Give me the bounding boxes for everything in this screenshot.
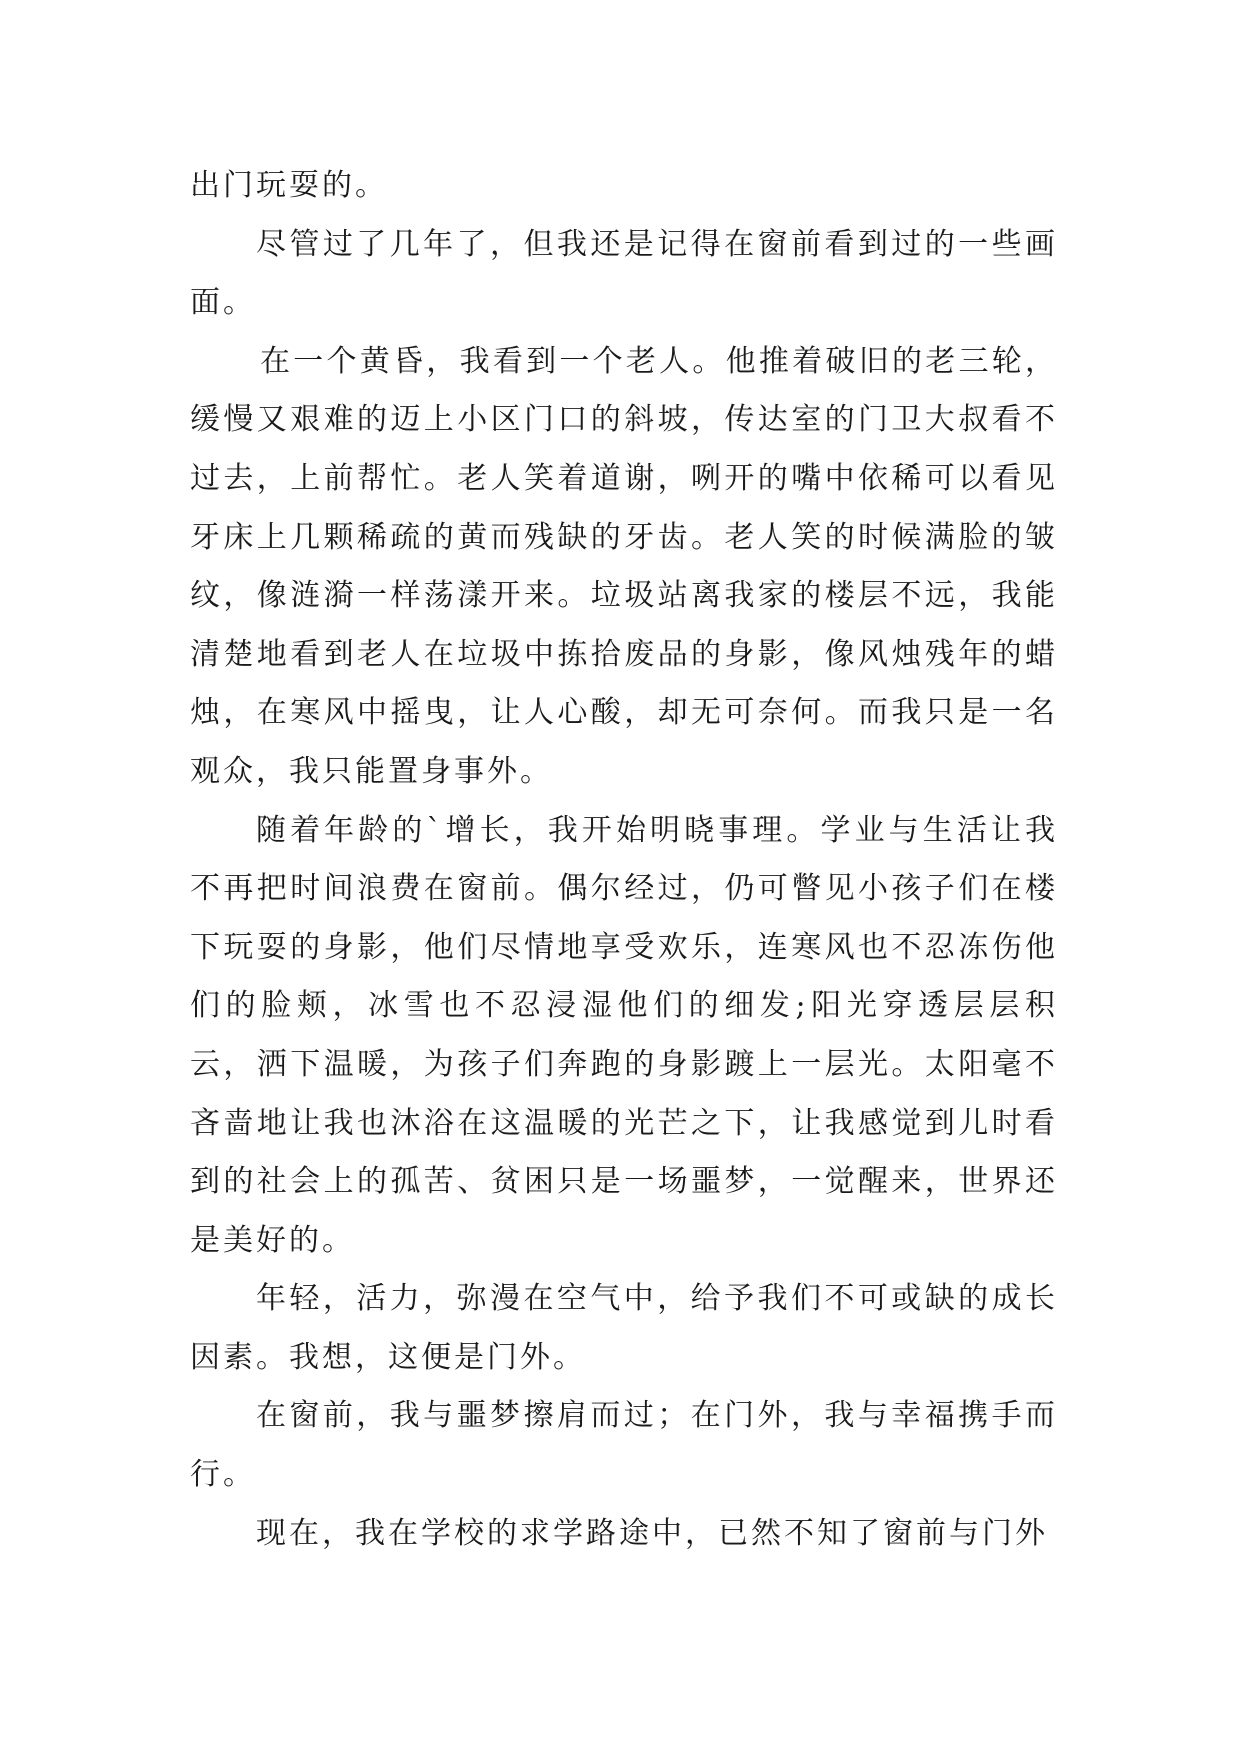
paragraph-4: 随着年龄的`增长，我开始明晓事理。学业与生活让我不再把时间浪费在窗前。偶尔经过，仍可瞥见小孩子们在楼下玩耍的身影，他们尽情地享受欢乐，连寒风也不忍冻伤他们的脸颊，冰雪也不忍浸湿他们的细发;阳光穿透层层积云，洒下温暖，为孩子们奔跑的身影踱上一层光。太阳毫不吝啬地让我也沐浴在这温暖的光芒之下，让我感觉到儿时看到的社会上的孤苦、贫困只是一场噩梦，一觉醒来，世界还是美好的。 — [190, 812, 1058, 1258]
paragraph-3: 在一个黄昏，我看到一个老人。他推着破旧的老三轮，缓慢又艰难的迈上小区门口的斜坡，传达室的门卫大叔看不过去，上前帮忙。老人笑着道谢，咧开的嘴中依稀可以看见牙床上几颗稀疏的黄而残缺的牙齿。老人笑的时候满脸的皱纹，像涟漪一样荡漾开来。垃圾站离我家的楼层不远，我能清楚地看到老人在垃圾中拣拾废品的身影，像风烛残年的蜡烛，在寒风中摇曳，让人心酸，却无可奈何。而我只是一名观众，我只能置身事外。 — [190, 343, 1058, 789]
document-body — [190, 157, 1058, 1563]
paragraph-7: 现在，我在学校的求学路途中，已然不知了窗前与门外 — [256, 1515, 1048, 1551]
paragraph-6: 在窗前，我与噩梦擦肩而过；在门外，我与幸福携手而行。 — [190, 1398, 1058, 1493]
paragraph-1: 出门玩耍的。 — [190, 168, 388, 203]
paragraph-2: 尽管过了几年了，但我还是记得在窗前看到过的一些画面。 — [190, 226, 1058, 321]
paragraph-5: 年轻，活力，弥漫在空气中，给予我们不可或缺的成长因素。我想，这便是门外。 — [190, 1281, 1058, 1375]
